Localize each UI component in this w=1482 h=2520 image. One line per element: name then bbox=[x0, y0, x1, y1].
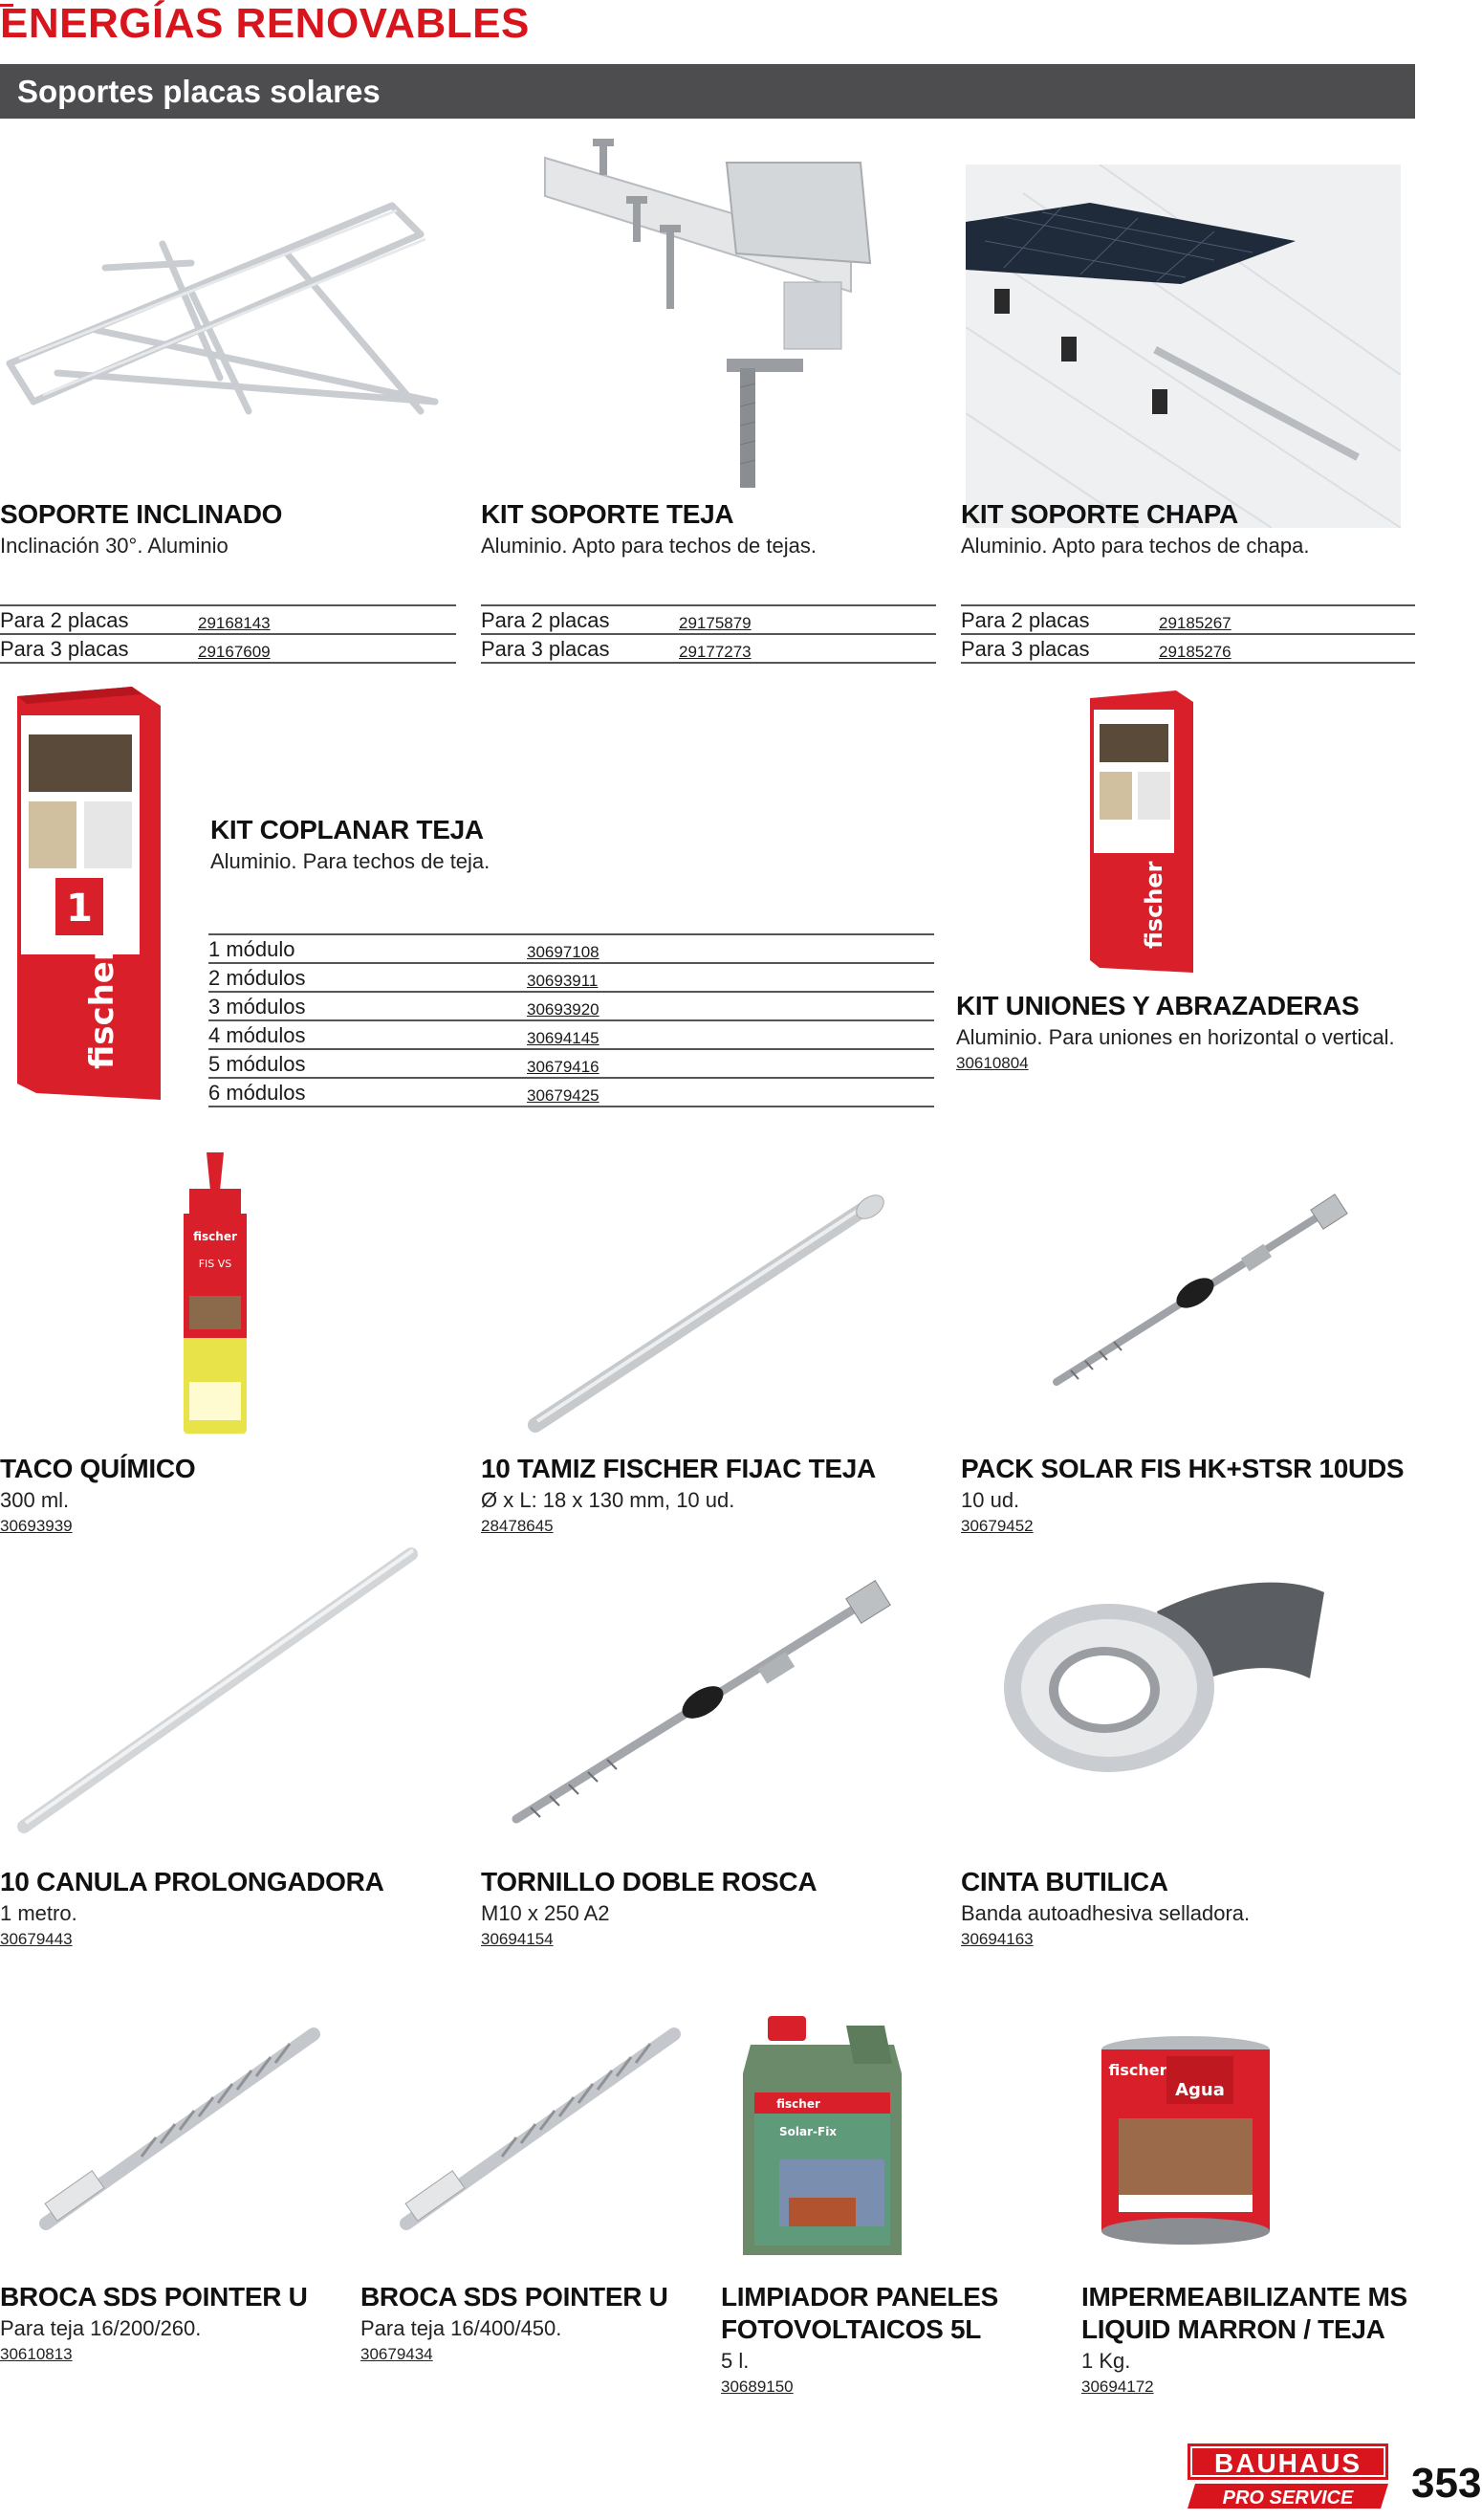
product-code[interactable]: 30697108 bbox=[527, 934, 934, 963]
fischer-logo-text: fischer bbox=[83, 945, 121, 1069]
product-code[interactable]: 30610804 bbox=[956, 1054, 1029, 1072]
limpiador-image bbox=[741, 2016, 904, 2260]
product-code[interactable]: 30693920 bbox=[527, 992, 934, 1020]
section-header: Soportes placas solares bbox=[0, 64, 1415, 119]
product-code[interactable]: 30679443 bbox=[0, 1930, 73, 1948]
product-title: SOPORTE INCLINADO bbox=[0, 499, 283, 529]
product-code[interactable]: 29168143 bbox=[198, 605, 456, 634]
row-label: Para 3 placas bbox=[0, 634, 198, 663]
product-code[interactable]: 30679434 bbox=[360, 2345, 433, 2363]
row-label: Para 2 placas bbox=[0, 605, 198, 634]
tamiz-image bbox=[516, 1186, 899, 1439]
row-label: 3 módulos bbox=[208, 992, 527, 1020]
product-description: Inclinación 30°. Aluminio bbox=[0, 534, 229, 558]
product-description: 300 ml. bbox=[0, 1488, 70, 1512]
table-row bbox=[208, 1049, 934, 1078]
row-label: Para 3 placas bbox=[961, 634, 1159, 663]
kit-soporte-chapa-image bbox=[966, 164, 1401, 528]
product-title: BROCA SDS POINTER U bbox=[360, 2282, 668, 2312]
kit-soporte-teja-image bbox=[535, 139, 918, 512]
product-code[interactable]: 30679416 bbox=[527, 1049, 934, 1078]
product-title: 10 TAMIZ FISCHER FIJAC TEJA bbox=[481, 1454, 876, 1483]
logo-subtext: PRO SERVICE bbox=[1222, 2487, 1354, 2509]
table-row bbox=[0, 605, 456, 634]
product-description: Aluminio. Apto para techos de tejas. bbox=[481, 534, 817, 558]
page-number: 353 bbox=[1411, 2460, 1482, 2507]
product-title: 10 CANULA PROLONGADORA bbox=[0, 1867, 384, 1896]
row-label: 4 módulos bbox=[208, 1020, 527, 1049]
table-row bbox=[208, 963, 934, 992]
product-title: KIT SOPORTE CHAPA bbox=[961, 499, 1238, 529]
fischer-logo-text: fischer bbox=[1141, 861, 1167, 949]
table-row bbox=[481, 605, 936, 634]
fischer-logo-text: fischer bbox=[193, 1230, 237, 1243]
taco-quimico-image bbox=[172, 1152, 258, 1435]
product-code[interactable]: 30693911 bbox=[527, 963, 934, 992]
row-label: 2 módulos bbox=[208, 963, 527, 992]
product-description: Aluminio. Para uniones en horizontal o vertical. bbox=[956, 1025, 1395, 1049]
product-code[interactable]: 29185276 bbox=[1159, 634, 1415, 663]
canula-image bbox=[5, 1540, 425, 1841]
product-code[interactable]: 29185267 bbox=[1159, 605, 1415, 634]
product-code[interactable]: 30689150 bbox=[721, 2378, 794, 2396]
row-label: Para 2 placas bbox=[481, 605, 679, 634]
product-title: KIT UNIONES Y ABRAZADERAS bbox=[956, 991, 1360, 1020]
product-description: 1 Kg. bbox=[1081, 2349, 1131, 2373]
product-description: M10 x 250 A2 bbox=[481, 1901, 610, 1925]
row-label: 1 módulo bbox=[208, 934, 527, 963]
table-row bbox=[481, 634, 936, 663]
product-title: LIMPIADOR PANELES bbox=[721, 2282, 998, 2312]
product-title-line2: FOTOVOLTAICOS 5L bbox=[721, 2314, 982, 2344]
product-title: KIT COPLANAR TEJA bbox=[210, 815, 484, 844]
table-row bbox=[208, 1020, 934, 1049]
broca-2-image bbox=[387, 2023, 686, 2238]
product-code[interactable]: 30694145 bbox=[527, 1020, 934, 1049]
product-code[interactable]: 30679425 bbox=[527, 1078, 934, 1107]
product-description: 5 l. bbox=[721, 2349, 750, 2373]
product-description: Ø x L: 18 x 130 mm, 10 ud. bbox=[481, 1488, 735, 1512]
product-code[interactable]: 30694172 bbox=[1081, 2378, 1154, 2396]
reference-table bbox=[481, 604, 936, 664]
product-code[interactable]: 30694163 bbox=[961, 1930, 1034, 1948]
product-description: Aluminio. Apto para techos de chapa. bbox=[961, 534, 1310, 558]
row-label: 5 módulos bbox=[208, 1049, 527, 1078]
product-code[interactable]: 29167609 bbox=[198, 634, 456, 663]
product-code[interactable]: 30694154 bbox=[481, 1930, 554, 1948]
product-code[interactable]: 29177273 bbox=[679, 634, 936, 663]
product-code[interactable]: 30610813 bbox=[0, 2345, 73, 2363]
product-code[interactable]: 30693939 bbox=[0, 1517, 73, 1535]
table-row bbox=[208, 992, 934, 1020]
product-title: IMPERMEABILIZANTE MS bbox=[1081, 2282, 1407, 2312]
row-label: Para 3 placas bbox=[481, 634, 679, 663]
product-description: Aluminio. Para techos de teja. bbox=[210, 849, 490, 873]
product-title: KIT SOPORTE TEJA bbox=[481, 499, 734, 529]
fischer-box-image bbox=[17, 687, 163, 1100]
product-description: Para teja 16/400/450. bbox=[360, 2316, 562, 2340]
product-title: PACK SOLAR FIS HK+STSR 10UDS bbox=[961, 1454, 1405, 1483]
tornillo-image bbox=[502, 1568, 904, 1831]
product-code[interactable]: 30679452 bbox=[961, 1517, 1034, 1535]
product-title: BROCA SDS POINTER U bbox=[0, 2282, 308, 2312]
product-label-text: FIS VS bbox=[198, 1258, 232, 1270]
product-description: Para teja 16/200/260. bbox=[0, 2316, 202, 2340]
product-title: TACO QUÍMICO bbox=[0, 1454, 196, 1483]
fischer-box-small-image bbox=[1090, 690, 1193, 973]
svg-text:1: 1 bbox=[66, 887, 93, 931]
product-description: 1 metro. bbox=[0, 1901, 77, 1925]
row-label: Para 2 placas bbox=[961, 605, 1159, 634]
table-row bbox=[961, 634, 1415, 663]
pack-solar-image bbox=[1042, 1181, 1358, 1396]
product-label-text: Solar-Fix bbox=[779, 2125, 838, 2138]
product-title-line2: LIQUID MARRON / TEJA bbox=[1081, 2314, 1385, 2344]
broca-1-image bbox=[27, 2023, 325, 2238]
bauhaus-logo bbox=[1188, 2443, 1388, 2515]
table-row bbox=[208, 1078, 934, 1107]
cinta-image bbox=[994, 1573, 1324, 1779]
table-row bbox=[0, 634, 456, 663]
product-description: Banda autoadhesiva selladora. bbox=[961, 1901, 1251, 1925]
row-label: 6 módulos bbox=[208, 1078, 527, 1107]
fischer-logo-text: fischer bbox=[776, 2097, 820, 2111]
product-title: TORNILLO DOBLE ROSCA bbox=[481, 1867, 817, 1896]
product-label-text: Agua bbox=[1175, 2080, 1225, 2100]
product-title: CINTA BUTILICA bbox=[961, 1867, 1168, 1896]
table-row bbox=[961, 605, 1415, 634]
page-title: ENERGÍAS RENOVABLES bbox=[0, 0, 530, 47]
reference-table bbox=[0, 604, 456, 664]
impermeabilizante-image bbox=[1100, 2032, 1272, 2247]
product-description: 10 ud. bbox=[961, 1488, 1020, 1512]
fischer-logo-text: fischer bbox=[1108, 2061, 1167, 2079]
table-row bbox=[208, 934, 934, 963]
reference-table bbox=[961, 604, 1415, 664]
soporte-inclinado-image bbox=[0, 186, 449, 426]
logo-text: BAUHAUS bbox=[1214, 2448, 1362, 2478]
reference-table bbox=[208, 933, 934, 1107]
product-code[interactable]: 29175879 bbox=[679, 605, 936, 634]
product-code[interactable]: 28478645 bbox=[481, 1517, 554, 1535]
